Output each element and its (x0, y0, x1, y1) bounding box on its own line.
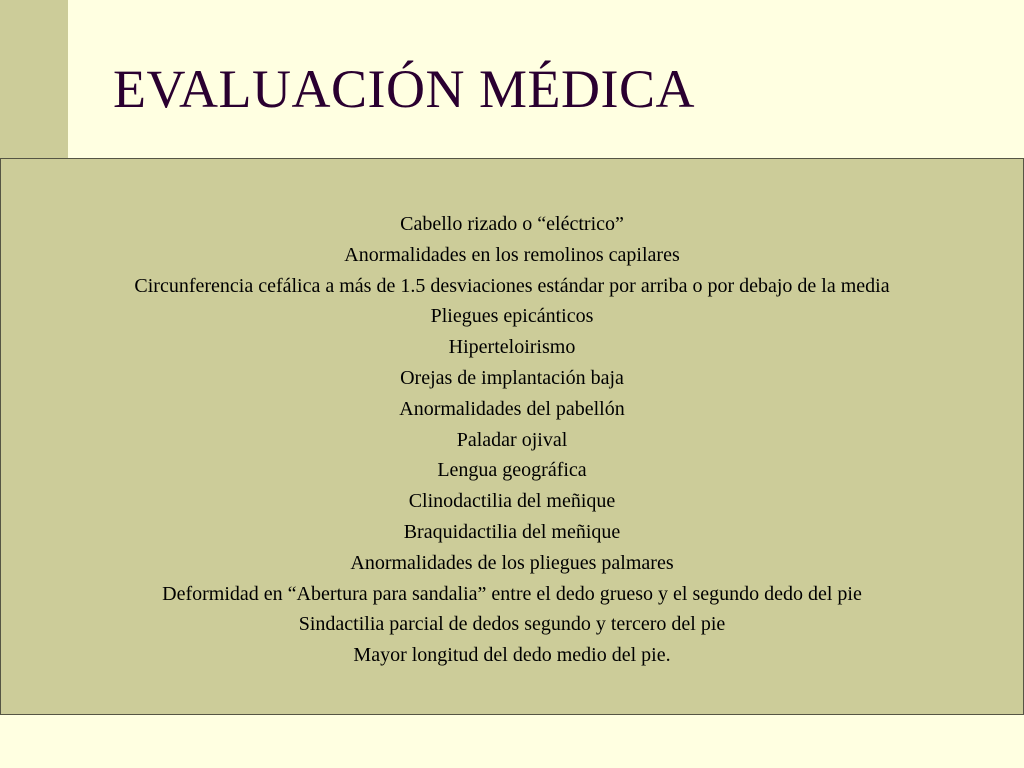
list-item: Clinodactilia del meñique (408, 490, 616, 513)
list-item: Orejas de implantación baja (400, 366, 624, 389)
list-item: Sindactilia parcial de dedos segundo y tercero del pie (298, 613, 726, 636)
content-panel (0, 158, 1024, 715)
list-item: Anormalidades de los pliegues palmares (350, 551, 674, 574)
findings-list (1, 159, 1023, 671)
list-item: Circunferencia cefálica a más de 1.5 desviaciones estándar por arriba o por debajo de la media (134, 274, 890, 297)
list-item: Anormalidades en los remolinos capilares (344, 243, 680, 266)
decorative-side-bar (0, 0, 68, 158)
list-item: Anormalidades del pabellón (399, 397, 625, 420)
list-item: Mayor longitud del dedo medio del pie. (353, 644, 671, 667)
list-item: Pliegues epicánticos (430, 305, 594, 328)
list-item: Cabello rizado o “eléctrico” (400, 213, 624, 235)
list-item: Paladar ojival (456, 428, 568, 451)
list-item: Hiperteloirismo (448, 336, 576, 359)
list-item: Braquidactilia del meñique (403, 520, 621, 543)
list-item: Lengua geográfica (437, 459, 587, 482)
slide-title: EVALUACIÓN MÉDICA (113, 59, 695, 119)
list-item: Deformidad en “Abertura para sandalia” entre el dedo grueso y el segundo dedo del pie (162, 582, 862, 605)
